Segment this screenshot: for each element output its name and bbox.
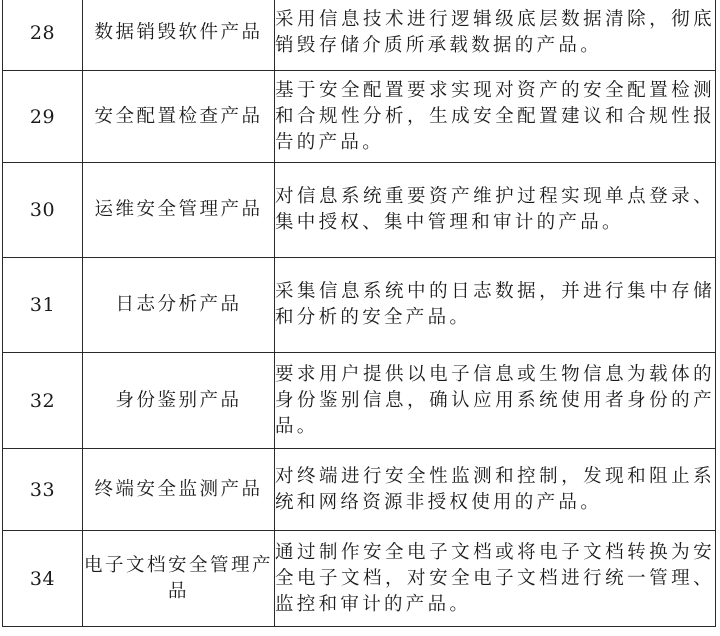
product-name: 身份鉴别产品 (83, 353, 275, 449)
row-number: 28 (3, 0, 83, 71)
product-table (2, 0, 716, 627)
product-description: 对终端进行安全性监测和控制，发现和阻止系统和网络资源非授权使用的产品。 (275, 449, 716, 531)
product-name: 安全配置检查产品 (83, 71, 275, 163)
table-row (3, 353, 716, 449)
product-description: 采用信息技术进行逻辑级底层数据清除，彻底销毁存储介质所承载数据的产品。 (275, 0, 716, 71)
row-number: 33 (3, 449, 83, 531)
product-description: 要求用户提供以电子信息或生物信息为载体的身份鉴别信息，确认应用系统使用者身份的产品。 (275, 353, 716, 449)
table-row (3, 531, 716, 627)
product-name: 电子文档安全管理产品 (83, 531, 275, 627)
row-number: 34 (3, 531, 83, 627)
table-row (3, 71, 716, 163)
product-name: 日志分析产品 (83, 258, 275, 353)
product-description: 采集信息系统中的日志数据，并进行集中存储和分析的安全产品。 (275, 258, 716, 353)
table-row (3, 0, 716, 71)
table-row (3, 449, 716, 531)
row-number: 31 (3, 258, 83, 353)
product-description: 通过制作安全电子文档或将电子文档转换为安全电子文档，对安全电子文档进行统一管理、监控和审计的产品。 (275, 531, 716, 627)
product-name: 终端安全监测产品 (83, 449, 275, 531)
row-number: 30 (3, 163, 83, 258)
row-number: 32 (3, 353, 83, 449)
product-description: 基于安全配置要求实现对资产的安全配置检测和合规性分析，生成安全配置建议和合规性报告的产品。 (275, 71, 716, 163)
table-row (3, 163, 716, 258)
product-description: 对信息系统重要资产维护过程实现单点登录、集中授权、集中管理和审计的产品。 (275, 163, 716, 258)
product-name: 数据销毁软件产品 (83, 0, 275, 71)
row-number: 29 (3, 71, 83, 163)
table-row (3, 258, 716, 353)
product-name: 运维安全管理产品 (83, 163, 275, 258)
